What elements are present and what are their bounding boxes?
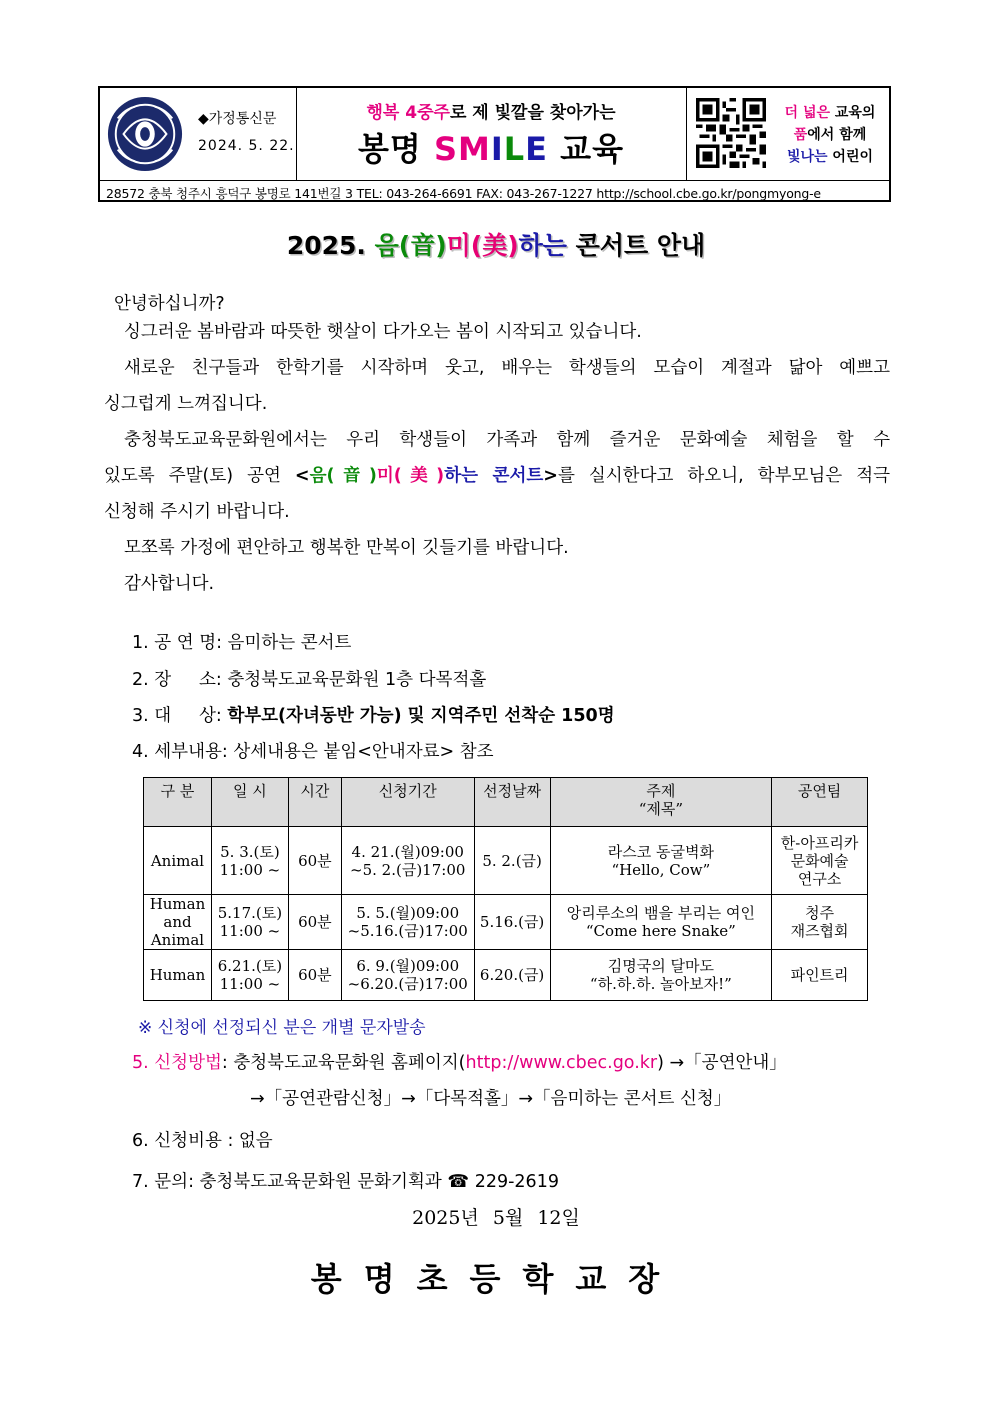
header-left-cell [100,88,297,180]
cell-apply-period: 4. 21.(월)09:00 ~5. 2.(금)17:00 [341,827,474,895]
header-duration: 시간 [288,778,341,827]
p3-haneun: 하는 [444,466,493,486]
cell-theme: 김명국의 달마도 “하.하.하. 놀아보자!” [550,950,772,1001]
header-top-row [100,88,889,181]
cell-team: 청주 재즈협회 [772,895,868,950]
school-emblem-icon [106,95,184,173]
header-apply-period: 신청기간 [341,778,474,827]
cell-apply-period: 5. 5.(월)09:00 ~5.16.(금)17:00 [341,895,474,950]
header-right-cell [686,88,889,180]
slogan-line [296,98,686,123]
newsletter-name: ◆가정통신문 [198,111,277,127]
p3-eum: 음(音) [309,466,377,486]
motto-line-1 [774,102,886,124]
header-slogan-cell [296,88,687,180]
p3-text-a: 있도록 주말(토) 공연 [104,466,295,486]
slogan-rest: 로 제 빛깔을 찾아가는 [449,103,616,123]
title-year: 2025. [286,231,375,260]
cell-theme: 라스코 동굴벽화 “Hello, Cow” [550,827,772,895]
header-theme: 주제 “제목” [550,778,772,827]
cell-selection-date: 5.16.(금) [474,895,550,950]
notice-title [0,226,992,262]
selection-note: ※ 신청에 선정되신 분은 개별 문자발송 [138,1018,426,1038]
cell-selection-date: 6.20.(금) [474,950,550,1001]
closing-thanks: 감사합니다. [124,574,215,594]
cell-team: 한-아프리카 문화예술 연구소 [772,827,868,895]
cell-datetime: 6.21.(토) 11:00 ~ [211,950,288,1001]
motto-emph-2: 품 [793,127,808,143]
qr-code-icon[interactable] [696,98,766,168]
principal-signature: 봉명초등학교장 [310,1260,682,1298]
paragraph-4: 모쪼록 가정에 편안하고 행복한 만복이 깃들기를 바랍니다. [124,538,569,558]
p3-mi: 미(美) [376,466,445,486]
table-row [144,827,868,895]
header-team: 공연팀 [772,778,868,827]
cell-category: Human [144,950,212,1001]
contact-number: 229-2619 [469,1172,559,1192]
school-address: 28572 충북 청주시 흥덕구 봉명로 141번길 3 TEL: 043-264-6691 FAX: 043-267-1227 http://school.cbe.go.kr/pongmyong-e [106,186,821,201]
smile-word: SMILE [433,130,549,168]
p3-bracket-close: > [543,466,558,486]
table-row [144,895,868,950]
item-contact [132,1168,559,1193]
title-haneun: 하는 [518,231,576,260]
cell-category: Animal [144,827,212,895]
title-mi: 미(美) [446,231,519,260]
schedule-table [143,777,868,1001]
motto-rest-3: 어린이 [827,149,874,165]
p3-bracket-open: < [294,466,310,486]
item-fee: 6. 신청비용 : 없음 [132,1131,273,1151]
table-header-row [144,778,868,827]
apply-text-rest: ) →「공연안내」 [657,1053,787,1073]
motto-rest-2: 에서 함께 [807,127,867,143]
audience-label: 3. 대 상: [132,706,228,726]
program-word: 교육 [548,130,624,168]
cell-category: Human and Animal [144,895,212,950]
issue-date: 2025년 5월 12일 [412,1207,580,1229]
cell-theme: 앙리루소의 뱀을 부리는 여인 “Come here Snake” [550,895,772,950]
paragraph-3-line-2 [104,458,890,494]
title-concert: 콘서트 안내 [575,231,706,260]
header-datetime: 일 시 [211,778,288,827]
paragraph-2-line-1: 새로운 친구들과 한학기를 시작하며 웃고, 배우는 학생들의 모습이 계절과 닮아 예쁘고 [124,358,890,378]
title-eum: 음(音) [374,231,447,260]
motto-line-2 [774,124,886,146]
p3-text-h: 를 실시한다고 하오니, 학부모님은 적극 [557,466,891,486]
apply-label: 5. 신청방법 [132,1053,222,1073]
contact-text: 7. 문의: 충청북도교육문화원 문화기획과 [132,1172,448,1192]
cell-duration: 60분 [288,950,341,1001]
item-apply-method [132,1049,787,1074]
item-performance-name: 1. 공 연 명: 음미하는 콘서트 [132,633,352,653]
school-name: 봉명 [358,130,434,168]
item-details: 4. 세부내용: 상세내용은 붙임<안내자료> 참조 [132,742,494,762]
motto-emph-1: 더 넓은 [784,105,830,121]
header-category: 구 분 [144,778,212,827]
table-row [144,950,868,1001]
paragraph-3-line-3: 신청해 주시기 바랍니다. [104,502,290,522]
motto-rest-1: 교육의 [830,105,876,121]
newsletter-header [98,86,891,202]
cell-team: 파인트리 [772,950,868,1001]
cell-duration: 60분 [288,827,341,895]
apply-text: : 충청북도교육문화원 홈페이지( [221,1053,466,1073]
school-motto [774,102,886,168]
paragraph-1: 싱그러운 봄바람과 따뜻한 햇살이 다가오는 봄이 시작되고 있습니다. [124,322,642,342]
cell-apply-period: 6. 9.(월)09:00 ~6.20.(금)17:00 [341,950,474,1001]
item-audience [132,702,615,727]
cell-datetime: 5.17.(토) 11:00 ~ [211,895,288,950]
motto-line-3 [774,146,886,168]
cell-duration: 60분 [288,895,341,950]
apply-method-line-2: →「공연관람신청」→「다목적홀」→「음미하는 콘서트 신청」 [250,1089,732,1109]
greeting: 안녕하십니까? [114,294,225,314]
cell-datetime: 5. 3.(토) 11:00 ~ [211,827,288,895]
cell-selection-date: 5. 2.(금) [474,827,550,895]
header-selection-date: 선정날짜 [474,778,550,827]
audience-value: 학부모(자녀동반 가능) 및 지역주민 선착순 150명 [227,706,615,726]
item-venue: 2. 장 소: 충청북도교육문화원 1층 다목적홀 [132,670,487,690]
paragraph-3-line-1: 충청북도교육문화원에서는 우리 학생들이 가족과 함께 즐거운 문화예술 체험을 할 수 [124,430,890,450]
motto-emph-3: 빛나는 [786,149,828,165]
newsletter-date: 2024. 5. 22. [198,138,295,154]
p3-concert: 콘서트 [492,466,544,486]
paragraph-2-line-2: 싱그럽게 느껴집니다. [104,394,268,414]
phone-icon: ☎ [447,1172,470,1192]
apply-url-link[interactable]: http://www.cbec.go.kr [465,1053,658,1073]
slogan-highlight: 행복 4중주 [366,103,450,123]
school-program-title [296,124,686,170]
